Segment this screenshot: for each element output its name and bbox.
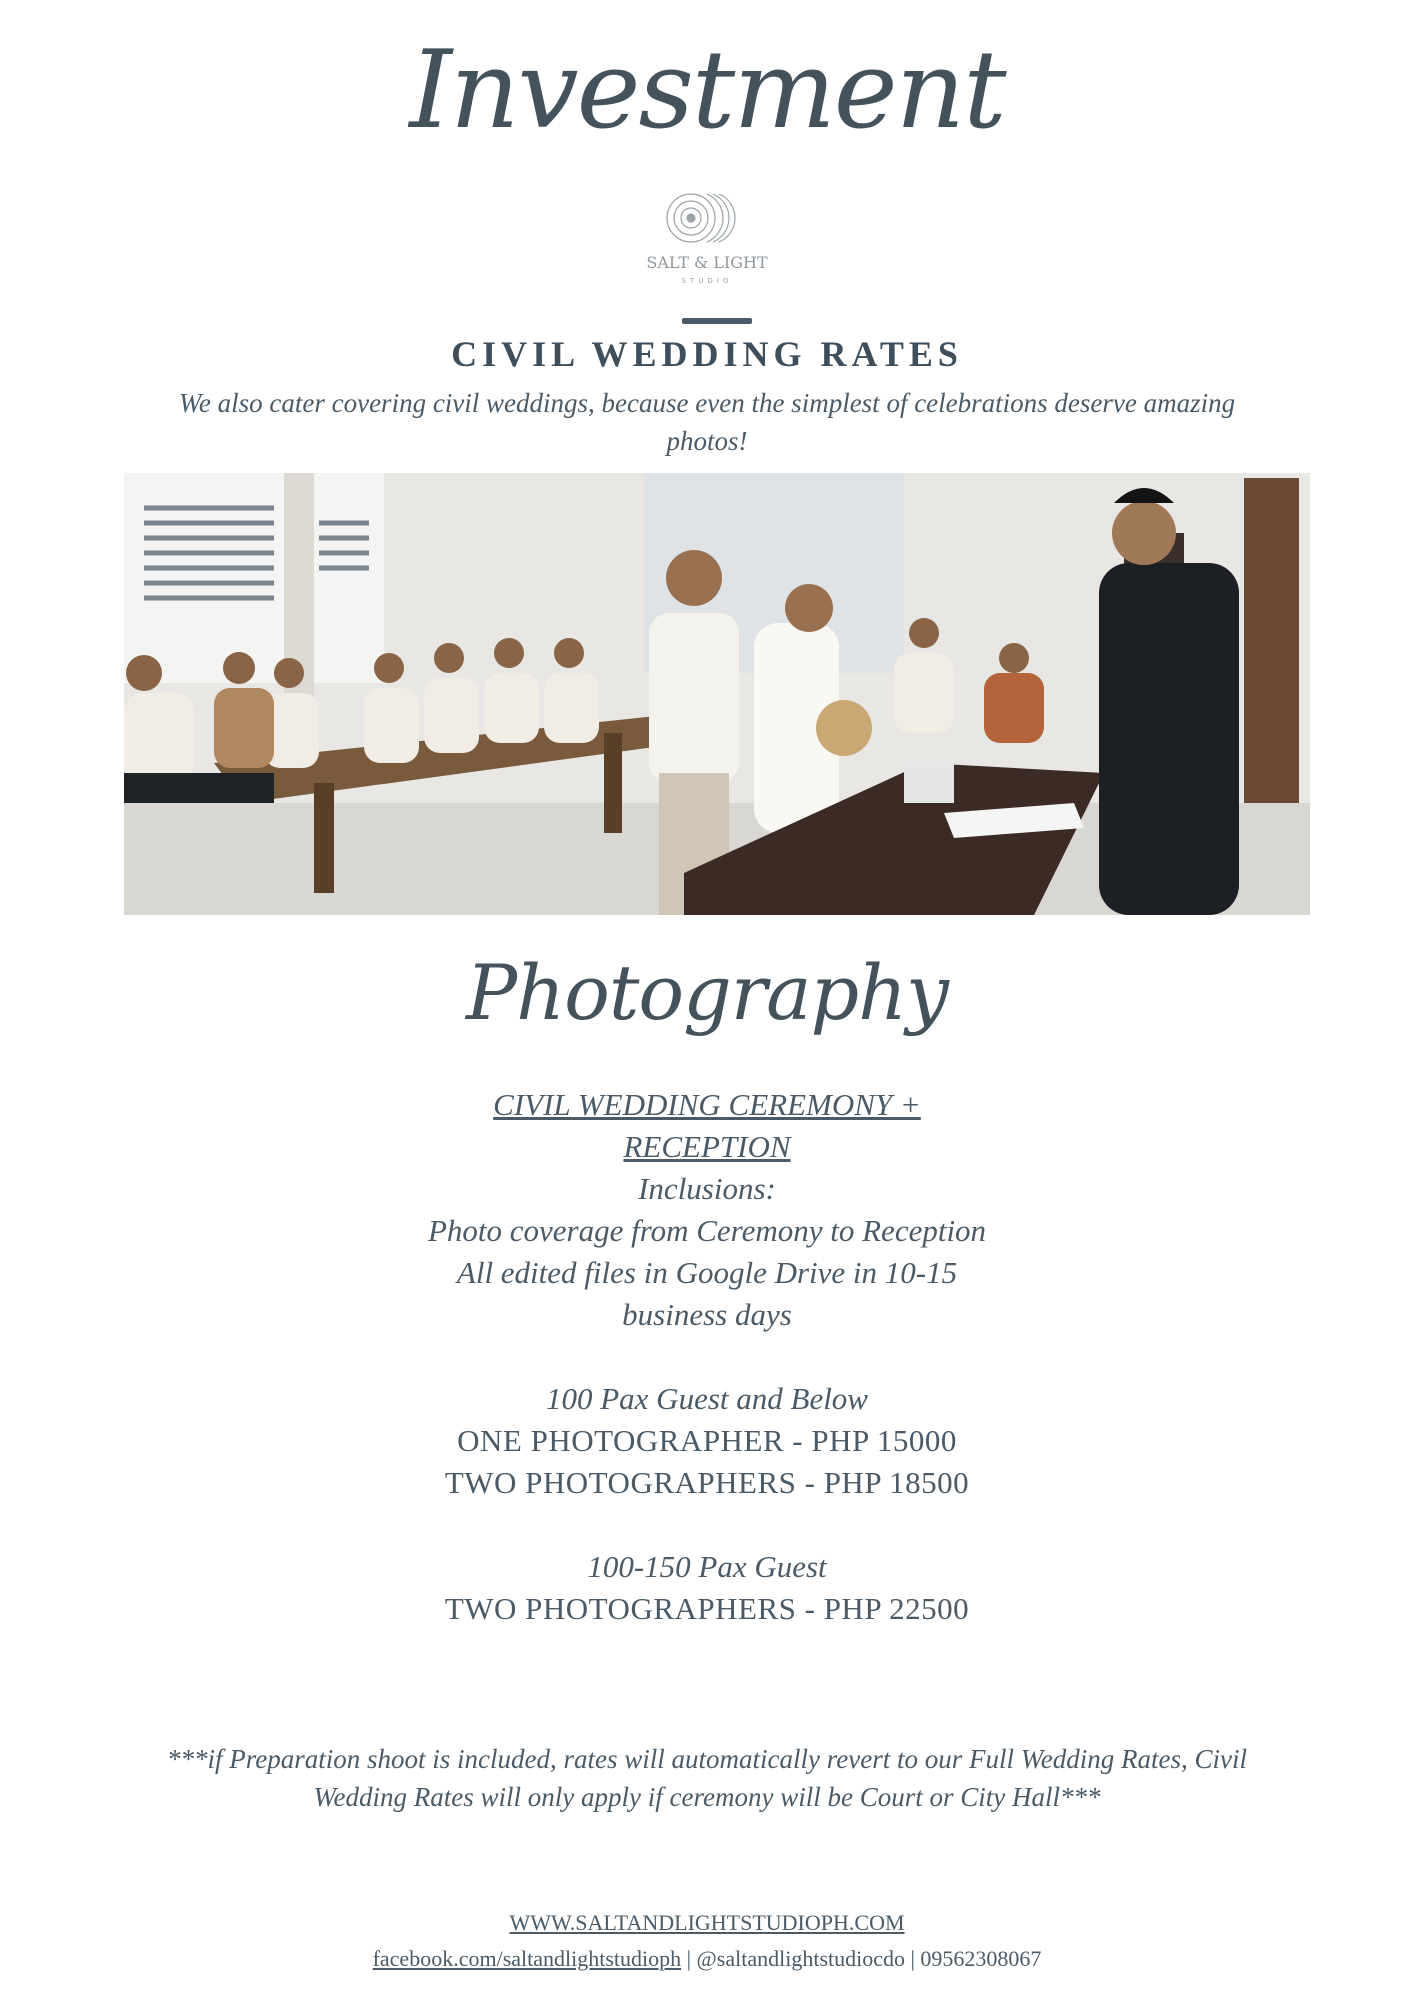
package-title-line1: CIVIL WEDDING CEREMONY + [493, 1087, 921, 1122]
preparation-note [90, 1740, 1324, 1816]
tier-option: TWO PHOTOGRAPHERS - PHP 22500 [444, 1591, 970, 1626]
investment-script-title: Investment [409, 28, 1005, 153]
tier-option: ONE PHOTOGRAPHER - PHP 15000 [457, 1423, 957, 1458]
photography-script-title: Photography [466, 948, 948, 1037]
footer [0, 1905, 1414, 1977]
package-title-line2: RECEPTION [623, 1129, 791, 1164]
tier-label: 100-150 Pax Guest [587, 1549, 827, 1584]
package-details [200, 1084, 1214, 1630]
section-divider [682, 318, 752, 324]
wedding-photo [124, 473, 1310, 915]
section-title: CIVIL WEDDING RATES [451, 334, 963, 374]
tier-label: 100 Pax Guest and Below [545, 1381, 868, 1416]
inclusion-item: Photo coverage from Ceremony to Reception [427, 1213, 987, 1248]
instagram-handle: @saltandlightstudiocdo [696, 1946, 906, 1971]
tier-option: TWO PHOTOGRAPHERS - PHP 18500 [444, 1465, 970, 1500]
note-line: ***if Preparation shoot is included, rates will automatically revert to our Full Wedding Rates, Civil [167, 1744, 1247, 1774]
facebook-link[interactable]: facebook.com/saltandlightstudioph [372, 1946, 682, 1971]
inclusion-item: All edited files in Google Drive in 10-15 [456, 1255, 958, 1290]
note-line: Wedding Rates will only apply if ceremony will be Court or City Hall*** [313, 1782, 1101, 1812]
website-link[interactable]: WWW.SALTANDLIGHTSTUDIOPH.COM [509, 1910, 905, 1935]
footer-separator: | [905, 1946, 921, 1971]
inclusions-label: Inclusions: [638, 1171, 776, 1206]
salt-and-light-logo [629, 188, 785, 298]
footer-separator: | [681, 1946, 697, 1971]
intro-text: We also cater covering civil weddings, because even the simplest of celebrations deserve amazing photos! [178, 388, 1236, 456]
inclusion-item: business days [622, 1297, 792, 1332]
logo-text: SALT & LIGHT [646, 253, 768, 272]
logo-subtext: STUDIO [681, 277, 733, 285]
phone-number: 09562308067 [920, 1946, 1042, 1971]
